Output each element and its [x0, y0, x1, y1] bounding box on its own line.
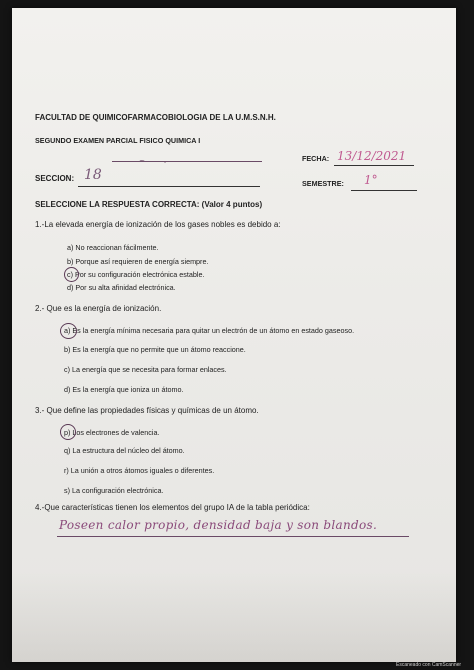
instructions: SELECCIONE LA RESPUESTA CORRECTA: (Valor 4 puntos) [35, 200, 263, 209]
section-label: SECCION: [35, 174, 75, 183]
question-4-prompt: 4.-Que características tienen los elementos del grupo IA de la tabla periódica: [35, 503, 310, 512]
semester-value: 1° [364, 173, 378, 187]
question-1-prompt: 1.-La elevada energía de ionización de los gases nobles es debido a: [35, 220, 281, 229]
q3-option-r: r) La unión a otros átomos iguales o diferentes. [64, 466, 215, 475]
q2-option-d: d) Es la energía que ioniza un átomo. [64, 385, 184, 394]
q1-answer-circle [64, 267, 79, 282]
q3-answer-circle [60, 424, 76, 440]
q2-answer-circle [60, 323, 77, 339]
date-value: 13/12/2021 [337, 149, 407, 163]
date-line [334, 165, 414, 166]
name-scribble: — — ~ — —.— — [120, 156, 183, 165]
section-line [78, 186, 260, 187]
q1-option-c: c) Por su configuración electrónica estable. [67, 270, 205, 279]
q3-option-p: p) Los electrones de valencia. [64, 428, 160, 437]
q2-option-a: a) Es la energía mínima necesaria para quitar un electrón de un átomo en estado gaseoso. [64, 326, 355, 335]
page-shadow [12, 572, 456, 662]
exam-sheet [12, 8, 456, 662]
q3-option-s: s) La configuración electrónica. [64, 486, 164, 495]
semester-line [351, 190, 417, 191]
q1-option-a: a) No reaccionan fácilmente. [67, 243, 159, 252]
question-3-prompt: 3.- Que define las propiedades físicas y químicas de un átomo. [35, 406, 259, 415]
q4-handwritten-answer: Poseen calor propio, densidad baja y son blandos. [59, 518, 378, 532]
q1-option-b: b) Porque así requieren de energía siempre. [67, 257, 209, 266]
q4-answer-line [57, 536, 409, 537]
q2-option-c: c) La energía que se necesita para formar enlaces. [64, 365, 227, 374]
faculty-heading: FACULTAD DE QUIMICOFARMACOBIOLOGIA DE LA U.M.S.N.H. [35, 113, 276, 122]
scanner-watermark: Escaneado con CamScanner [396, 662, 462, 668]
question-2-prompt: 2.- Que es la energía de ionización. [35, 304, 162, 313]
exam-title: SEGUNDO EXAMEN PARCIAL FISICO QUIMICA I [35, 136, 201, 145]
date-label: FECHA: [302, 154, 330, 163]
q1-option-d: d) Por su alta afinidad electrónica. [67, 283, 176, 292]
section-value: 18 [84, 167, 102, 183]
semester-label: SEMESTRE: [302, 179, 344, 188]
q2-option-b: b) Es la energía que no permite que un átomo reaccione. [64, 345, 246, 354]
q3-option-q: q) La estructura del núcleo del átomo. [64, 446, 185, 455]
